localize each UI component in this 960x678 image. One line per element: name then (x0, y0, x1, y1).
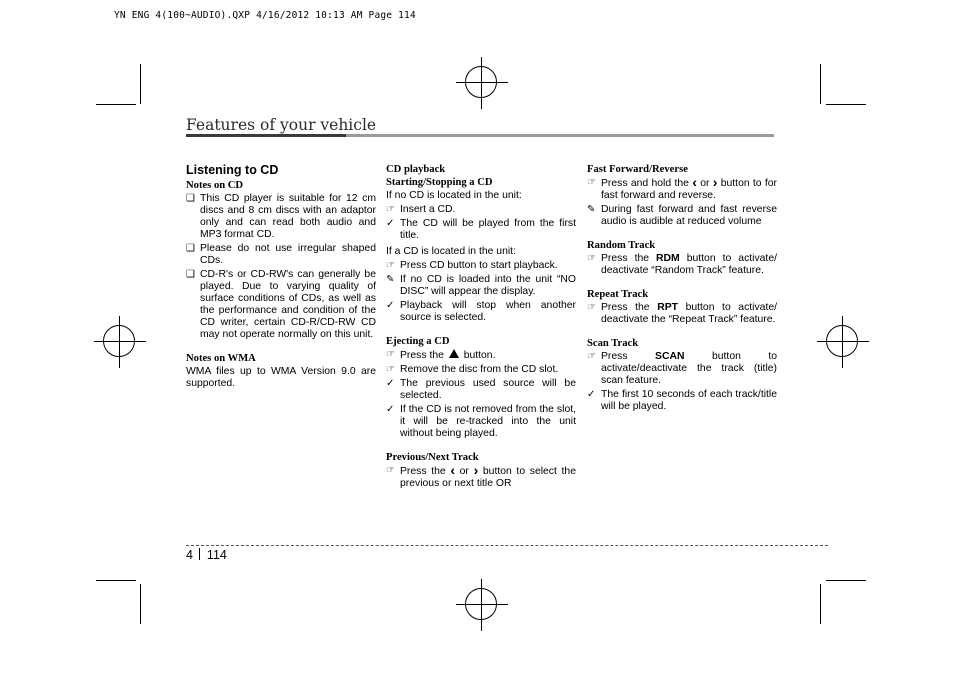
list-item: ☞ Press SCAN button to activate/deactivate the track (title) scan feature. (587, 351, 778, 386)
heading-starting-stopping: Starting/Stopping a CD (386, 177, 493, 188)
rdm-button-label: RDM (656, 253, 680, 264)
pointing-hand-icon: ☞ (386, 204, 395, 215)
checkbox-square-icon: ❑ (186, 243, 195, 254)
list-item: ❑ Please do not use irregular shaped CDs. (186, 243, 376, 266)
column-cd-playback (386, 164, 576, 492)
check-icon: ✓ (386, 218, 395, 229)
page-number: 114 (206, 548, 227, 562)
list-item: ✓ The previous used source will be selected. (386, 378, 576, 401)
heading-ejecting: Ejecting a CD (386, 336, 450, 347)
list-item: ☞ Insert a CD. (386, 204, 456, 215)
section-number: 4 (186, 548, 193, 562)
list-item: ❑ CD-R's or CD-RW's can generally be played. Due to varying quality of surface conditions of CDs, as well as the performance and condition of the CD writer, certain CD-R/CD-RW CD may not operate normally on this unit. (186, 269, 376, 340)
paragraph-cd-located: If a CD is located in the unit: (386, 246, 516, 257)
chevron-right-icon: › (712, 174, 718, 190)
list-item: ☞ Press and hold the ‹ or › button to for fast forward and reverse. (587, 174, 778, 201)
checkbox-square-icon: ❑ (186, 193, 195, 204)
pointing-hand-icon: ☞ (587, 302, 596, 313)
footer-page-number (186, 548, 227, 562)
pointing-hand-icon: ☞ (386, 260, 395, 271)
pointing-hand-icon: ☞ (386, 364, 395, 375)
list-item: ✓ The first 10 seconds of each track/title will be played. (587, 389, 777, 412)
list-item: ❑ This CD player is suitable for 12 cm discs and 8 cm discs with an adaptor only and can read both audio and MP3 format CD. (186, 193, 376, 240)
list-item: ✓ If the CD is not removed from the slot, it will be re-tracked into the unit without being played. (386, 404, 576, 439)
pointing-hand-icon: ☞ (587, 351, 596, 362)
chevron-left-icon: ‹ (692, 174, 697, 190)
footer-divider (199, 548, 200, 560)
list-item: ☞ Press CD button to start playback. (386, 260, 558, 271)
list-item: ☞ Press the ‹ or › button to select the previous or next title OR (386, 462, 576, 489)
heading-notes-on-cd: Notes on CD (186, 180, 244, 191)
paragraph-wma: WMA files up to WMA Version 9.0 are supported. (186, 366, 376, 389)
list-item: ✎ During fast forward and fast reverse audio is audible at reduced volume (587, 204, 777, 227)
pointing-hand-icon: ☞ (587, 177, 596, 188)
list-item: ☞ Press the RPT button to activate/ deactivate the “Repeat Track” feature. (587, 302, 777, 325)
footer-rule (186, 545, 828, 546)
chevron-right-icon: › (473, 462, 479, 478)
eject-icon (449, 349, 459, 358)
print-slug: YN ENG 4(100~AUDIO).QXP 4/16/2012 10:13 AM Page 114 (114, 10, 416, 21)
check-icon: ✓ (386, 404, 395, 415)
list-item: ✎ If no CD is loaded into the unit “NO DISC” will appear the display. (386, 274, 576, 297)
column-track-controls (587, 164, 777, 415)
check-icon: ✓ (386, 300, 395, 311)
check-icon: ✓ (587, 389, 596, 400)
scan-button-label: SCAN (655, 351, 685, 362)
list-item: ☞ Press the RDM button to activate/ deactivate “Random Track” feature. (587, 253, 777, 276)
list-item: ✓ The CD will be played from the first title. (386, 218, 576, 241)
note-pencil-icon: ✎ (386, 274, 395, 285)
heading-cd-playback: CD playback (386, 164, 446, 175)
list-item: ✓ Playback will stop when another source is selected. (386, 300, 576, 323)
heading-listening-to-cd: Listening to CD (186, 163, 279, 177)
registration-mark-right (826, 325, 858, 357)
paragraph-no-cd: If no CD is located in the unit: (386, 190, 522, 201)
check-icon: ✓ (386, 378, 395, 389)
registration-mark-left (103, 325, 135, 357)
checkbox-square-icon: ❑ (186, 269, 195, 280)
heading-notes-on-wma: Notes on WMA (186, 353, 256, 364)
note-pencil-icon: ✎ (587, 204, 596, 215)
pointing-hand-icon: ☞ (587, 253, 596, 264)
pointing-hand-icon: ☞ (386, 349, 395, 360)
heading-random-track: Random Track (587, 240, 656, 251)
registration-mark-bottom (465, 588, 497, 620)
registration-mark-top (465, 66, 497, 98)
heading-scan-track: Scan Track (587, 338, 639, 349)
chevron-left-icon: ‹ (450, 462, 455, 478)
header-rule (186, 134, 774, 137)
column-listening-to-cd (186, 164, 376, 392)
heading-previous-next: Previous/Next Track (386, 452, 479, 463)
rpt-button-label: RPT (657, 302, 678, 313)
heading-fast-forward-reverse: Fast Forward/Reverse (587, 164, 688, 175)
heading-repeat-track: Repeat Track (587, 289, 649, 300)
pointing-hand-icon: ☞ (386, 465, 395, 476)
list-item: ☞ Remove the disc from the CD slot. (386, 364, 559, 375)
list-item: ☞ Press the button. (386, 349, 496, 361)
section-title: Features of your vehicle (186, 116, 377, 134)
